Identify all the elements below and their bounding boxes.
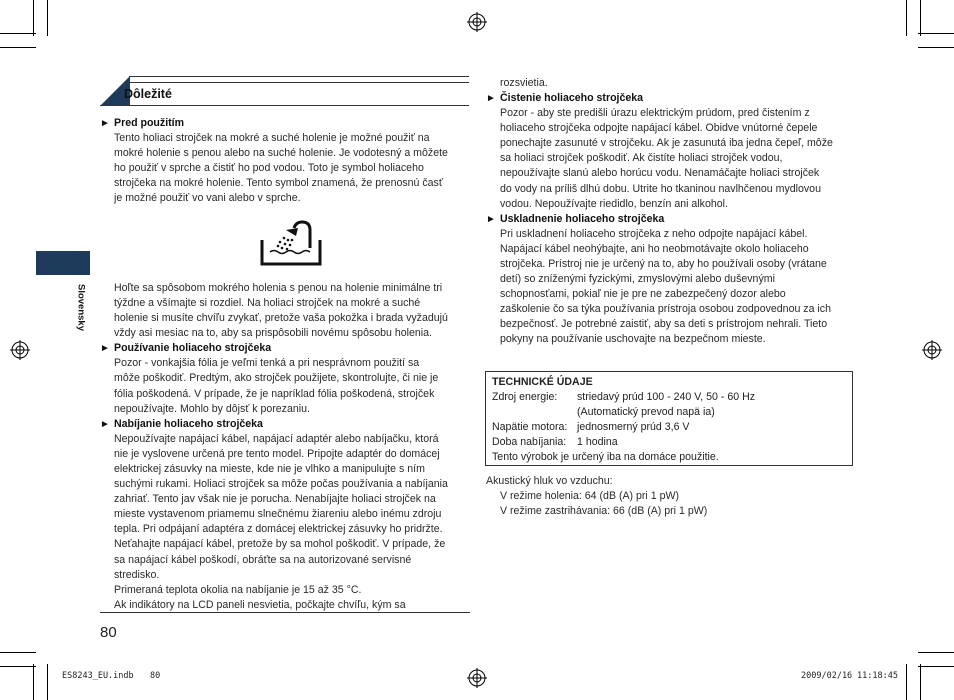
crop-mark <box>47 0 48 36</box>
noise-section <box>486 474 856 519</box>
crop-mark <box>918 47 954 48</box>
section-heading: ► Nabíjanie holiaceho strojčeka <box>100 417 263 430</box>
registration-mark-icon <box>10 340 30 360</box>
left-column <box>100 116 470 206</box>
footer-page: 80 <box>150 671 161 681</box>
crop-mark <box>906 0 907 36</box>
footer-rule <box>100 612 470 613</box>
right-column <box>486 76 858 348</box>
section-heading: ► Pred použitím <box>100 117 185 129</box>
section-body: Pozor - aby ste predišli úrazu elektrickým prúdom, pred čistením z holiaceho strojčeka odpojte napájací kábel. Obidve vnútorné čepele ponechajte zasunuté v strojčeku. Ak je zasunutá iba jedna čepeľ, môže sa holiaci strojček poškodiť. Ak čistíte holiaci strojček vodou, nepoužívajte slanú alebo horúcu vodu. Nenamáčajte holiaci strojček do vody na príliš dlhú dobu. Utrite ho tkaninou navlhčenou mydlovou vodou. Nepoužívajte riedidlo, benzín ani alkohol. <box>500 107 833 210</box>
specifications-box <box>485 371 853 466</box>
crop-mark <box>0 652 36 653</box>
crop-mark <box>33 664 34 700</box>
continued-text: rozsvietia. <box>500 77 548 89</box>
section-body: Pri uskladnení holiaceho strojčeka z neho odpojte napájací kábel. Napájací kábel neohýbajte, ani ho neobmotávajte okolo holiaceho strojčeka. Prístroj nie je určený na to, aby ho používali osoby (vrátane detí) so zníženými fyzickými, zmyslovými alebo duševnými schopnosťami, pokiaľ nie je pre ne zabezpečený dozor alebo zaškolenie čo sa týka používania prístroja osobou zodpovednou za ich bezpečnosť. Je potrebné zaistiť, aby sa deti s prístrojom nehrali. Tieto pokyny na používanie uschovajte na bezpečnom mieste. <box>500 227 831 346</box>
noise-title: Akustický hluk vo vzduchu: <box>486 475 613 487</box>
footer-time: 11:18:45 <box>857 671 898 681</box>
section-charging <box>100 417 470 613</box>
crop-mark <box>920 0 921 36</box>
specs-note: Tento výrobok je určený iba na domáce použitie. <box>492 451 719 464</box>
spec-row: Zdroj energie: striedavý prúd 100 - 240 V, 50 - 60 Hz <box>492 391 756 404</box>
section-body: Pozor - vonkajšia fólia je veľmi tenká a pri nesprávnom použití sa môže poškodiť. Predtým, ako strojček použijete, skontrolujte, či nie je fólia poškodená. V prípade, že je napríklad fólia poškodená, strojček nepoužívajte. Mohlo by dôjsť k porezaniu. <box>114 357 439 415</box>
section-using <box>100 341 470 416</box>
footer-file: ES8243_EU.indb <box>62 671 134 681</box>
noise-line: V režime holenia: 64 (dB (A) pri 1 pW) <box>500 490 679 503</box>
left-column-lower <box>100 281 470 613</box>
crop-mark <box>918 33 954 34</box>
section-title: Dôležité <box>124 87 172 101</box>
crop-mark <box>920 664 921 700</box>
section-storage <box>486 212 858 348</box>
crop-mark <box>47 664 48 700</box>
section-heading: ► Uskladnenie holiaceho strojčeka <box>486 212 665 225</box>
section-before-use <box>100 116 470 206</box>
crop-mark <box>0 47 36 48</box>
section-body: Nepoužívajte napájací kábel, napájací adaptér alebo nabíjačku, ktorá nie je vyslovene určená pre tento model. Pripojte adaptér do domácej elektrickej zásuvky na mieste, kde nie je vlhko a manipulujte s ním suchými rukami. Holiaci strojček sa môže počas používania a nabíjania zahriať. Tento jav však nie je porucha. Nenabíjajte holiaci strojček na mieste vystavenom priamemu slnečnému žiareniu alebo inému zdroju tepla. Pri odpájaní adaptéra z domácej elektrickej zásuvky ho pridržte. Neťahajte napájací kábel, pretože by sa mohol poškodiť. V prípade, že sa napájací kábel poškodí, obráťte sa na autorizované servisné stredisko. Primeraná teplota okolia na nabíjanie je 15 až 35 °C. Ak indikátory na LCD paneli nesvietia, počkajte chvíľu, kým sa <box>114 432 448 611</box>
footer-date: 2009/02/16 <box>801 671 853 681</box>
crop-mark <box>918 666 954 667</box>
spec-row: Doba nabíjania: 1 hodina <box>492 436 618 449</box>
spec-row: (Automatický prevod napä ia) <box>577 406 715 419</box>
crop-mark <box>906 664 907 700</box>
wet-shave-note: Hoľte sa spôsobom mokrého holenia s penou na holenie minimálne tri týždne a všímajte si rozdiel. Na holiaci strojček na mokré a suché holenie si musíte chvíľu zvykať, pretože vaša pokožka i brada vyžadujú vždy asi mesiac na to, aby sa prispôsobili novému spôsobu holenia. <box>114 282 448 340</box>
language-tab-label-wrap <box>71 280 93 340</box>
crop-mark <box>33 0 34 36</box>
section-body: Tento holiaci strojček na mokré a suché holenie je možné použiť na mokré holenie s penou alebo na suché holenie. Je vodotesný a môžete ho použiť v sprche a čistiť ho pod vodou. Toto je symbol holiaceho strojčeka na mokré holenie. Tento symbol znamená, že prenosnú časť je možné použiť vo vani alebo v sprche. <box>114 132 448 205</box>
spec-row: Napätie motora: jednosmerný prúd 3,6 V <box>492 421 690 434</box>
crop-mark <box>0 666 36 667</box>
registration-mark-icon <box>922 340 942 360</box>
section-heading: ► Používanie holiaceho strojčeka <box>100 342 272 355</box>
header-rule <box>100 105 469 106</box>
language-tab-label: Slovensky <box>75 284 87 331</box>
section-cleaning <box>486 91 858 212</box>
crop-mark <box>0 33 36 34</box>
bath-shower-icon <box>260 218 322 270</box>
section-heading: ► Čistenie holiaceho strojčeka <box>486 92 644 105</box>
language-tab <box>36 251 90 275</box>
crop-mark <box>918 652 954 653</box>
noise-line: V režime zastrihávania: 66 (dB (A) pri 1 pW) <box>500 505 708 518</box>
registration-mark-icon <box>467 668 487 688</box>
header-rule <box>129 82 469 83</box>
page-number: 80 <box>100 624 117 641</box>
header-rule <box>129 76 469 77</box>
registration-mark-icon <box>467 12 487 32</box>
specs-title: TECHNICKÉ ÚDAJE <box>492 376 593 388</box>
